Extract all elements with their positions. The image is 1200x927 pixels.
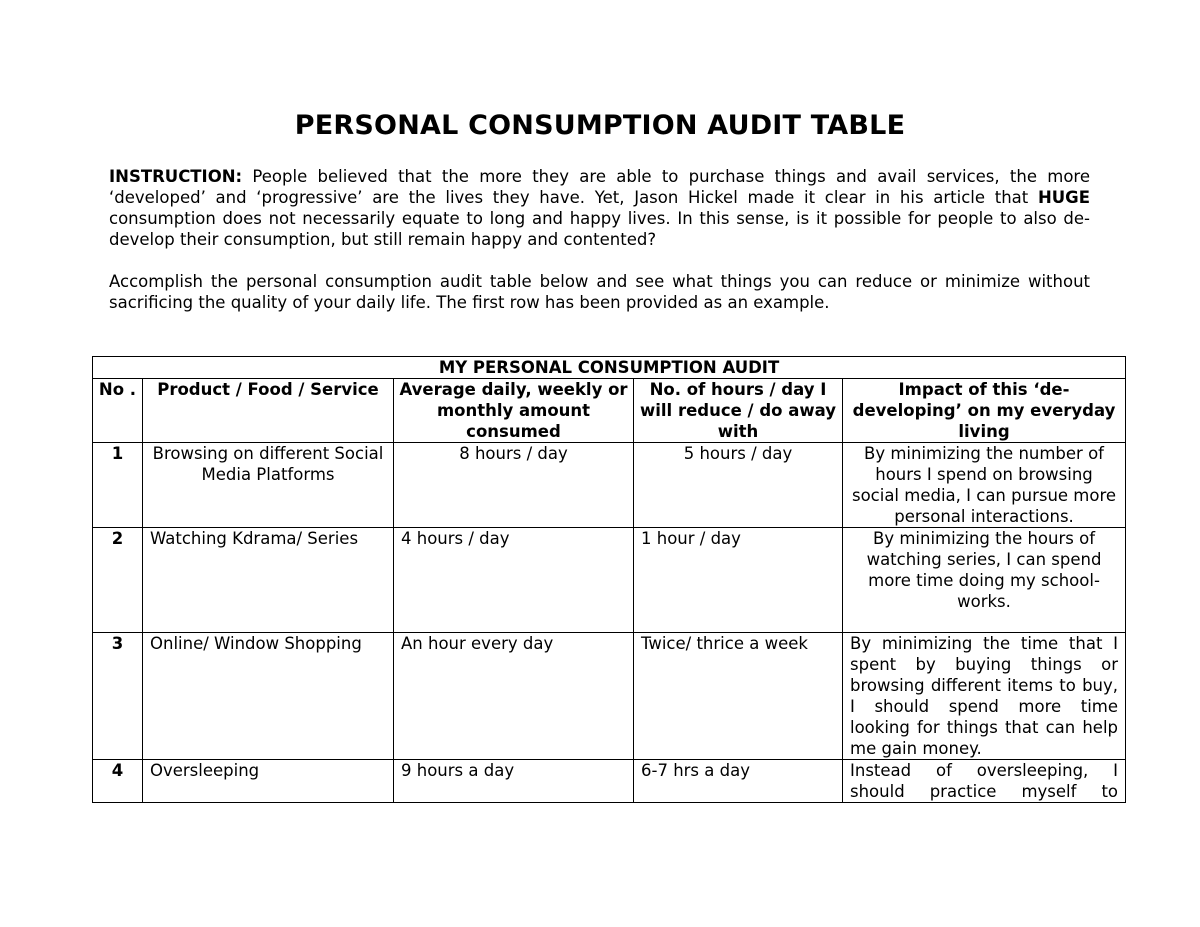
table-row	[93, 443, 1126, 528]
row-number: 3	[93, 633, 143, 760]
table-header-row	[93, 379, 1126, 443]
row-impact: Instead of oversleeping, I should practice myself to	[843, 760, 1126, 803]
row-reduce: 6-7 hrs a day	[634, 760, 843, 803]
table-caption-row	[93, 357, 1126, 379]
row-number: 1	[93, 443, 143, 528]
accomplish-paragraph: Accomplish the personal consumption audit table below and see what things you can reduce or minimize without sacrificing the quality of your daily life. The first row has been provided as an example.	[109, 272, 1090, 312]
row-impact: By minimizing the time that I spent by buying things or browsing different items to buy, I should spend more time looking for things that can help me gain money.	[843, 633, 1126, 760]
row-impact: By minimizing the hours of watching series, I can spend more time doing my school-works.	[843, 528, 1126, 633]
instruction-bold-word: HUGE	[1037, 188, 1090, 207]
table-caption: MY PERSONAL CONSUMPTION AUDIT	[93, 357, 1126, 379]
row-reduce: 1 hour / day	[634, 528, 843, 633]
row-average: An hour every day	[394, 633, 634, 760]
row-number: 4	[93, 760, 143, 803]
row-number: 2	[93, 528, 143, 633]
audit-table	[92, 356, 1126, 803]
header-impact: Impact of this ‘de-developing’ on my everyday living	[843, 379, 1126, 443]
row-average: 8 hours / day	[394, 443, 634, 528]
row-product: Oversleeping	[143, 760, 394, 803]
instruction-text-2: consumption does not necessarily equate to long and happy lives. In this sense, is it possible for people to also de-develop their consumption, but still remain happy and contented?	[109, 209, 1090, 249]
row-impact: By minimizing the number of hours I spend on browsing social media, I can pursue more personal interactions.	[843, 443, 1126, 528]
row-product: Online/ Window Shopping	[143, 633, 394, 760]
instruction-text-1: People believed that the more they are able to purchase things and avail services, the more ‘developed’ and ‘progressive’ are the lives they have. Yet, Jason Hickel made it clear in his article that	[109, 167, 1090, 207]
table-row	[93, 528, 1126, 633]
table-row	[93, 760, 1126, 803]
document-title: PERSONAL CONSUMPTION AUDIT TABLE	[294, 110, 906, 141]
row-product: Browsing on different Social Media Platforms	[143, 443, 394, 528]
header-average: Average daily, weekly or monthly amount consumed	[394, 379, 634, 443]
table-row	[93, 633, 1126, 760]
header-no: No .	[93, 379, 143, 443]
instruction-label: INSTRUCTION:	[109, 167, 243, 186]
row-average: 4 hours / day	[394, 528, 634, 633]
header-product: Product / Food / Service	[143, 379, 394, 443]
row-average: 9 hours a day	[394, 760, 634, 803]
row-reduce: Twice/ thrice a week	[634, 633, 843, 760]
header-reduce: No. of hours / day I will reduce / do away with	[634, 379, 843, 443]
instruction-paragraph	[109, 166, 1090, 250]
row-reduce: 5 hours / day	[634, 443, 843, 528]
row-product: Watching Kdrama/ Series	[143, 528, 394, 633]
